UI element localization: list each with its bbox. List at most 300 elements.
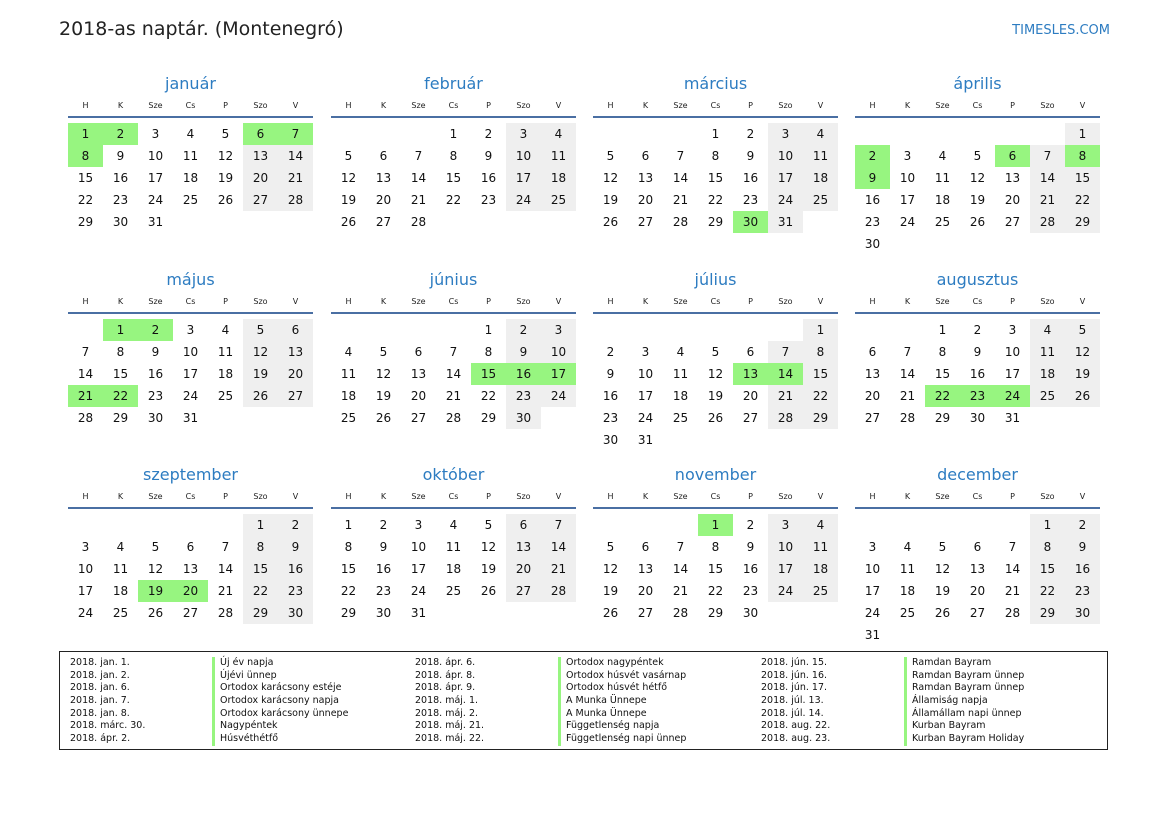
weekday-label: H: [82, 491, 89, 501]
weekday-label: P: [748, 100, 753, 110]
day-cell: 13: [637, 171, 654, 185]
day-cell: 9: [484, 149, 493, 163]
holiday-day-cell: 17: [541, 363, 576, 385]
day-cell: 20: [742, 389, 759, 403]
weekday-label: Cs: [710, 100, 721, 110]
day-cell: 18: [182, 171, 199, 185]
day-cell: 17: [147, 171, 164, 185]
day-cell: 8: [243, 536, 278, 558]
day-cell: 30: [375, 606, 392, 620]
day-cell: 9: [606, 367, 615, 381]
day-cell: 9: [116, 149, 125, 163]
day-cell: 27: [182, 606, 199, 620]
day-cell: 8: [484, 345, 493, 359]
holiday-day-cell: 2: [138, 319, 173, 341]
month-name: február: [424, 74, 483, 93]
day-cell: 18: [803, 167, 838, 189]
day-cell: 4: [1030, 319, 1065, 341]
month-block: [68, 73, 313, 233]
day-cell: 12: [480, 540, 497, 554]
day-cell: 11: [340, 367, 357, 381]
day-cell: 28: [1030, 211, 1065, 233]
day-cell: 23: [375, 584, 392, 598]
day-cell: 1: [449, 127, 458, 141]
days-grid: [593, 319, 838, 451]
day-cell: 13: [637, 562, 654, 576]
day-cell: 12: [147, 562, 164, 576]
day-cell: 26: [375, 411, 392, 425]
day-cell: 17: [768, 558, 803, 580]
day-cell: 25: [340, 411, 357, 425]
day-cell: 24: [899, 215, 916, 229]
day-cell: 18: [899, 584, 916, 598]
day-cell: 15: [707, 562, 724, 576]
weekday-label: H: [607, 491, 614, 501]
day-cell: 30: [1065, 602, 1100, 624]
day-cell: 17: [182, 367, 199, 381]
weekday-label: V: [817, 491, 824, 501]
day-cell: 20: [410, 389, 427, 403]
weekday-label: Szo: [516, 296, 531, 306]
weekday-label: Sze: [148, 491, 163, 501]
day-cell: 4: [903, 540, 912, 554]
holiday-day-cell: 22: [103, 385, 138, 407]
legend-date: 2018. jan. 6.: [70, 682, 130, 694]
day-cell: 20: [864, 389, 881, 403]
month-name: november: [674, 465, 757, 484]
day-cell: 23: [602, 411, 619, 425]
legend-date: 2018. jún. 15.: [761, 657, 828, 668]
days-grid: [593, 123, 838, 233]
day-cell: 27: [637, 606, 654, 620]
day-cell: 3: [768, 123, 803, 145]
month-block: [593, 464, 838, 624]
legend-date-column: [415, 657, 484, 746]
day-cell: 10: [899, 171, 916, 185]
day-cell: 3: [186, 323, 195, 337]
day-cell: 21: [672, 584, 689, 598]
empty-cell: [663, 514, 698, 536]
days-grid: [855, 319, 1100, 429]
weekday-header: [68, 95, 313, 115]
day-cell: 21: [410, 193, 427, 207]
day-cell: 3: [768, 514, 803, 536]
day-cell: 4: [541, 123, 576, 145]
day-cell: 28: [899, 411, 916, 425]
day-cell: 4: [449, 518, 458, 532]
legend-date: 2018. ápr. 6.: [415, 657, 476, 668]
day-cell: 24: [77, 606, 94, 620]
day-cell: 20: [969, 584, 986, 598]
day-cell: 27: [864, 411, 881, 425]
day-cell: 10: [637, 367, 654, 381]
month-name: december: [937, 465, 1018, 484]
legend-date: 2018. jan. 7.: [70, 695, 130, 707]
weekday-label: V: [292, 296, 299, 306]
weekday-label: Sze: [935, 491, 950, 501]
month-name: június: [429, 270, 478, 289]
day-cell: 30: [969, 411, 986, 425]
day-cell: 13: [278, 341, 313, 363]
day-cell: 17: [768, 167, 803, 189]
legend-holiday-name: Ramdan Bayram ünnep: [904, 670, 1024, 683]
weekday-label: Cs: [448, 100, 459, 110]
weekday-label: Cs: [710, 491, 721, 501]
weekday-label: V: [555, 296, 562, 306]
month-block: [331, 464, 576, 624]
day-cell: 13: [864, 367, 881, 381]
day-cell: 20: [637, 193, 654, 207]
day-cell: 29: [707, 606, 724, 620]
legend-date: 2018. máj. 1.: [415, 695, 479, 707]
legend-holiday-name: Ortodox karácsony ünnepe: [212, 708, 348, 721]
day-cell: 29: [340, 606, 357, 620]
day-cell: 8: [449, 149, 458, 163]
day-cell: 15: [1065, 167, 1100, 189]
holiday-day-cell: 1: [68, 123, 103, 145]
empty-cell: [628, 514, 663, 536]
day-cell: 6: [641, 149, 650, 163]
day-cell: 25: [672, 411, 689, 425]
month-block: [331, 269, 576, 429]
day-cell: 14: [899, 367, 916, 381]
day-cell: 23: [742, 193, 759, 207]
day-cell: 15: [803, 363, 838, 385]
day-cell: 25: [1030, 385, 1065, 407]
day-cell: 30: [112, 215, 129, 229]
weekday-header: [593, 291, 838, 311]
day-cell: 11: [803, 536, 838, 558]
weekday-header: [855, 486, 1100, 506]
weekday-label: Sze: [411, 296, 426, 306]
day-cell: 20: [506, 558, 541, 580]
day-cell: 7: [414, 149, 423, 163]
legend-holiday-name: Ortodox karácsony estéje: [212, 682, 348, 695]
month-block: [68, 464, 313, 624]
header-rule: [593, 312, 838, 314]
weekday-label: Cs: [972, 296, 983, 306]
day-cell: 27: [1004, 215, 1021, 229]
day-cell: 16: [1065, 558, 1100, 580]
day-cell: 7: [1008, 540, 1017, 554]
weekday-label: K: [117, 100, 124, 110]
weekday-header: [855, 95, 1100, 115]
legend-date-column: [761, 657, 830, 746]
empty-cell: [995, 123, 1030, 145]
day-cell: 2: [278, 514, 313, 536]
day-cell: 31: [147, 215, 164, 229]
day-cell: 21: [541, 558, 576, 580]
empty-cell: [855, 514, 890, 536]
day-cell: 17: [899, 193, 916, 207]
empty-cell: [925, 514, 960, 536]
day-cell: 1: [938, 323, 947, 337]
weekday-label: H: [607, 100, 614, 110]
day-cell: 4: [803, 123, 838, 145]
day-cell: 16: [602, 389, 619, 403]
days-grid: [593, 514, 838, 624]
month-block: [855, 464, 1100, 646]
weekday-header: [593, 486, 838, 506]
day-cell: 3: [81, 540, 90, 554]
day-cell: 4: [344, 345, 353, 359]
day-cell: 18: [1030, 363, 1065, 385]
day-cell: 15: [243, 558, 278, 580]
legend-holiday-name: Kurban Bayram: [904, 720, 1024, 733]
day-cell: 12: [217, 149, 234, 163]
weekday-label: Sze: [673, 296, 688, 306]
day-cell: 16: [864, 193, 881, 207]
day-cell: 20: [637, 584, 654, 598]
day-cell: 1: [484, 323, 493, 337]
day-cell: 18: [445, 562, 462, 576]
empty-cell: [401, 319, 436, 341]
holiday-day-cell: 22: [925, 385, 960, 407]
holiday-day-cell: 7: [278, 123, 313, 145]
empty-cell: [68, 514, 103, 536]
day-cell: 23: [1065, 580, 1100, 602]
day-cell: 11: [1030, 341, 1065, 363]
day-cell: 15: [112, 367, 129, 381]
day-cell: 2: [606, 345, 615, 359]
legend-holiday-name: Függetlenség napja: [558, 720, 686, 733]
day-cell: 15: [934, 367, 951, 381]
weekday-label: Sze: [673, 491, 688, 501]
day-cell: 2: [1065, 514, 1100, 536]
legend-date: 2018. jún. 16.: [761, 669, 828, 681]
day-cell: 14: [672, 562, 689, 576]
header-rule: [855, 507, 1100, 509]
day-cell: 25: [112, 606, 129, 620]
day-cell: 28: [541, 580, 576, 602]
day-cell: 10: [182, 345, 199, 359]
legend-holiday-name: Nagypéntek: [212, 720, 348, 733]
day-cell: 27: [410, 411, 427, 425]
holiday-day-cell: 16: [506, 363, 541, 385]
day-cell: 9: [278, 536, 313, 558]
weekday-label: Sze: [411, 100, 426, 110]
empty-cell: [208, 514, 243, 536]
day-cell: 21: [899, 389, 916, 403]
day-cell: 1: [344, 518, 353, 532]
weekday-header: [331, 486, 576, 506]
day-cell: 7: [449, 345, 458, 359]
weekday-label: P: [486, 100, 491, 110]
day-cell: 5: [606, 149, 615, 163]
weekday-label: K: [642, 296, 649, 306]
holiday-day-cell: 15: [471, 363, 506, 385]
day-cell: 19: [602, 193, 619, 207]
day-cell: 30: [506, 407, 541, 429]
day-cell: 28: [410, 215, 427, 229]
empty-cell: [925, 123, 960, 145]
day-cell: 18: [112, 584, 129, 598]
weekday-label: K: [904, 296, 911, 306]
month-block: [855, 269, 1100, 429]
empty-cell: [103, 514, 138, 536]
day-cell: 9: [746, 540, 755, 554]
legend-date: 2018. ápr. 2.: [70, 733, 131, 745]
header-rule: [593, 507, 838, 509]
empty-cell: [890, 123, 925, 145]
day-cell: 18: [340, 389, 357, 403]
day-cell: 1: [1065, 123, 1100, 145]
legend-holiday-name: Ortodox húsvét vasárnap: [558, 670, 686, 683]
legend-name-column: [212, 657, 348, 746]
day-cell: 5: [1065, 319, 1100, 341]
holiday-day-cell: 21: [68, 385, 103, 407]
empty-cell: [138, 514, 173, 536]
day-cell: 5: [379, 345, 388, 359]
legend-date: 2018. jan. 1.: [70, 657, 130, 668]
day-cell: 20: [375, 193, 392, 207]
day-cell: 25: [182, 193, 199, 207]
weekday-label: H: [869, 491, 876, 501]
day-cell: 21: [672, 193, 689, 207]
day-cell: 8: [711, 540, 720, 554]
day-cell: 30: [742, 606, 759, 620]
day-cell: 10: [541, 341, 576, 363]
weekday-label: P: [223, 296, 228, 306]
empty-cell: [436, 319, 471, 341]
legend-name-column: [904, 657, 1024, 746]
day-cell: 16: [969, 367, 986, 381]
weekday-label: K: [117, 296, 124, 306]
legend-holiday-name: Ortodox húsvét hétfő: [558, 682, 686, 695]
weekday-label: Sze: [411, 491, 426, 501]
day-cell: 4: [221, 323, 230, 337]
day-cell: 7: [903, 345, 912, 359]
empty-cell: [593, 123, 628, 145]
weekday-label: V: [1079, 100, 1086, 110]
day-cell: 11: [541, 145, 576, 167]
day-cell: 26: [480, 584, 497, 598]
weekday-label: Szo: [1040, 491, 1055, 501]
holiday-day-cell: 13: [733, 363, 768, 385]
day-cell: 8: [803, 341, 838, 363]
empty-cell: [1030, 123, 1065, 145]
days-grid: [68, 514, 313, 624]
day-cell: 23: [742, 584, 759, 598]
weekday-label: H: [607, 296, 614, 306]
weekday-header: [331, 95, 576, 115]
header-rule: [331, 507, 576, 509]
weekday-header: [855, 291, 1100, 311]
weekday-label: K: [117, 491, 124, 501]
day-cell: 29: [934, 411, 951, 425]
weekday-label: H: [345, 491, 352, 501]
weekday-label: K: [642, 100, 649, 110]
month-block: [68, 269, 313, 429]
days-grid: [68, 319, 313, 429]
day-cell: 14: [541, 536, 576, 558]
day-cell: 31: [637, 433, 654, 447]
day-cell: 19: [1065, 363, 1100, 385]
days-grid: [331, 319, 576, 429]
day-cell: 12: [1065, 341, 1100, 363]
day-cell: 3: [641, 345, 650, 359]
month-name: április: [953, 74, 1002, 93]
legend-holiday-name: Ortodox nagypéntek: [558, 657, 686, 670]
site-link[interactable]: TIMESLES.COM: [1012, 23, 1110, 38]
day-cell: 18: [217, 367, 234, 381]
day-cell: 5: [221, 127, 230, 141]
day-cell: 18: [672, 389, 689, 403]
legend-date: 2018. márc. 30.: [70, 720, 146, 732]
day-cell: 10: [864, 562, 881, 576]
day-cell: 31: [864, 628, 881, 642]
day-cell: 5: [973, 149, 982, 163]
day-cell: 16: [375, 562, 392, 576]
weekday-label: H: [345, 100, 352, 110]
day-cell: 17: [410, 562, 427, 576]
days-grid: [331, 514, 576, 624]
weekday-label: Cs: [972, 491, 983, 501]
month-block: [593, 269, 838, 451]
day-cell: 19: [602, 584, 619, 598]
day-cell: 8: [938, 345, 947, 359]
weekday-label: V: [817, 296, 824, 306]
day-cell: 11: [672, 367, 689, 381]
day-cell: 3: [868, 540, 877, 554]
weekday-label: P: [223, 491, 228, 501]
day-cell: 19: [375, 389, 392, 403]
day-cell: 5: [243, 319, 278, 341]
day-cell: 19: [217, 171, 234, 185]
day-cell: 9: [151, 345, 160, 359]
legend-date: 2018. ápr. 9.: [415, 682, 476, 694]
day-cell: 16: [742, 171, 759, 185]
day-cell: 17: [1004, 367, 1021, 381]
day-cell: 25: [541, 189, 576, 211]
day-cell: 7: [676, 149, 685, 163]
holiday-day-cell: 19: [138, 580, 173, 602]
day-cell: 12: [340, 171, 357, 185]
day-cell: 2: [506, 319, 541, 341]
legend-date: 2018. aug. 22.: [761, 720, 831, 732]
day-cell: 1: [1030, 514, 1065, 536]
day-cell: 29: [243, 602, 278, 624]
day-cell: 3: [541, 319, 576, 341]
weekday-label: Cs: [185, 296, 196, 306]
day-cell: 12: [602, 562, 619, 576]
day-cell: 22: [445, 193, 462, 207]
day-cell: 28: [445, 411, 462, 425]
weekday-label: V: [555, 491, 562, 501]
empty-cell: [593, 514, 628, 536]
day-cell: 14: [1030, 167, 1065, 189]
weekday-label: V: [817, 100, 824, 110]
day-cell: 1: [243, 514, 278, 536]
empty-cell: [855, 319, 890, 341]
day-cell: 17: [637, 389, 654, 403]
day-cell: 11: [217, 345, 234, 359]
empty-cell: [366, 319, 401, 341]
day-cell: 27: [375, 215, 392, 229]
day-cell: 13: [506, 536, 541, 558]
legend-date: 2018. jan. 8.: [70, 707, 130, 719]
day-cell: 25: [803, 580, 838, 602]
month-name: október: [422, 465, 485, 484]
day-cell: 22: [1030, 580, 1065, 602]
page-title: 2018-as naptár. (Montenegró): [59, 18, 344, 40]
day-cell: 26: [707, 411, 724, 425]
day-cell: 1: [711, 127, 720, 141]
empty-cell: [628, 123, 663, 145]
day-cell: 9: [973, 345, 982, 359]
day-cell: 14: [1004, 562, 1021, 576]
header-rule: [855, 116, 1100, 118]
